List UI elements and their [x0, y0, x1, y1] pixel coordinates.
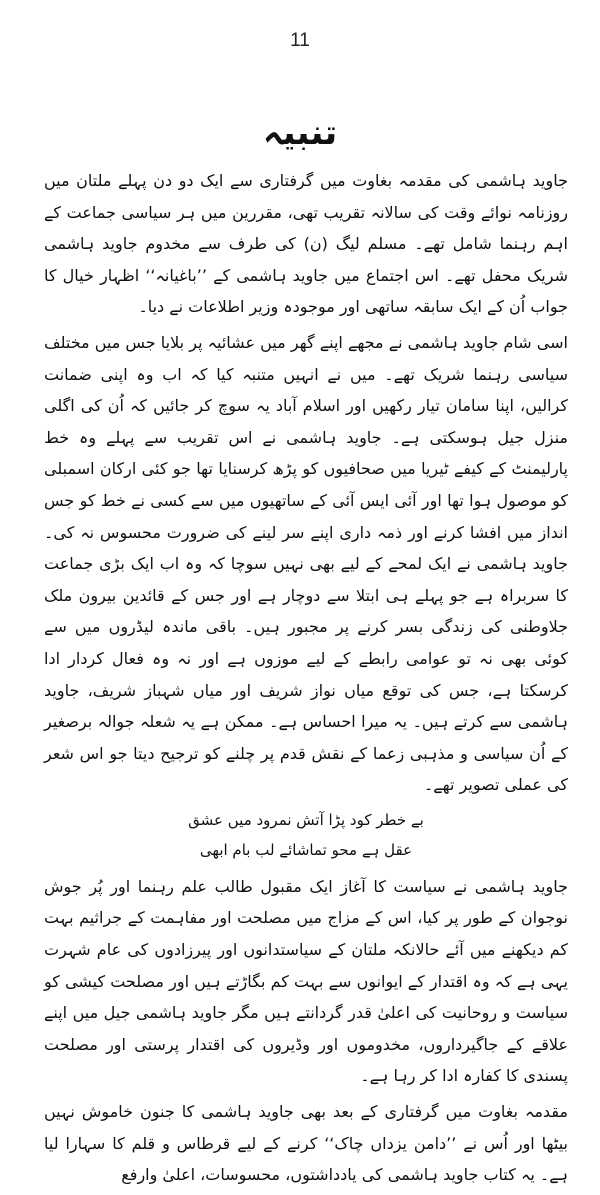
verse-line-2: عقل ہے محو تماشائے لب بام ابھی: [199, 840, 413, 859]
page-heading: تنبیہ: [262, 113, 338, 153]
verse-line-1: بے خطر کود پڑا آتش نمرود میں عشق: [188, 810, 424, 829]
paragraph-1: جاوید ہاشمی کی مقدمہ بغاوت میں گرفتاری سے ایک دو دن پہلے ملتان میں روزنامہ نوائے وقت کی سالانہ تقریب تھی، مقررین میں ہر سیاسی جماعت کے اہم رہنما شامل تھے۔ مسلم لیگ (ن) کی طرف سے مخدوم جاوید ہاشمی شریک محفل تھے۔ اس اجتماع میں جاوید ہاشمی کے ’’باغیانہ‘‘ اظہار خیال کا جواب اُن کے ایک سابقہ ساتھی اور موجودہ وزیر اطلاعات نے دیا۔: [44, 171, 568, 317]
body-text: [44, 165, 568, 1195]
page-number: 11: [290, 30, 310, 51]
paragraph-4: مقدمہ بغاوت میں گرفتاری کے بعد بھی جاوید ہاشمی کا جنون خاموش نہیں بیٹھا اور اُس نے ’’دامن یزداں چاک‘‘ کرنے کے لیے قرطاس و قلم کا سہارا لیا ہے۔ یہ کتاب جاوید ہاشمی کی یادداشتوں، محسوسات، اعلیٰ وارفع: [44, 1102, 568, 1185]
poetry-verse: [44, 805, 568, 865]
paragraph-3: جاوید ہاشمی نے سیاست کا آغاز ایک مقبول طالب علم رہنما اور پُر جوش نوجوان کے طور پر کیا، اس کے مزاج میں مصلحت اور مفاہمت کے جراثیم بہت کم دیکھنے میں آئے حالانکہ ملتان کے سیاستدانوں اور پیرزادوں کی عام شہرت یہی ہے کہ وہ اقتدار کے ایوانوں سے بہت کم بگاڑتے ہیں اور مصلحت کیشی کو سیاست و روحانیت کی اعلیٰ قدر گردانتے ہیں مگر جاوید ہاشمی جیل میں اپنے علاقے کے جاگیرداروں، مخدوموں اور وڈیروں کی اقتدار پرستی اور مصلحت پسندی کا کفارہ ادا کر رہا ہے۔: [44, 876, 568, 1086]
paragraph-2: اسی شام جاوید ہاشمی نے مجھے اپنے گھر میں عشائیہ پر بلایا جس میں مختلف سیاسی رہنما شریک تھے۔ میں نے انہیں متنبہ کیا کہ اب وہ اپنی ضمانت کرالیں، اپنا سامان تیار رکھیں اور اسلام آباد یہ سوچ کر جائیں کہ اُن کی اگلی منزل جیل ہوسکتی ہے۔ جاوید ہاشمی نے اس تقریب سے پہلے وہ خط پارلیمنٹ کے کیفے ٹیریا میں صحافیوں کو پڑھ کرسنایا تھا جو کئی ارکان اسمبلی کو موصول ہوا تھا اور آئی ایس آئی کے ساتھیوں میں سے کسی نے خط کو جس انداز میں افشا کرنے اور ذمہ داری اپنے سر لینے کی ضرورت محسوس نہ کی۔ جاوید ہاشمی نے ایک لمحے کے لیے بھی نہیں سوچا کہ وہ اب ایک بڑی جماعت کا سربراہ ہے جو پہلے ہی ابتلا سے دوچار ہے اور جس کے قائدین بیرون ملک جلاوطنی کی زندگی بسر کرنے پر مجبور ہیں۔ باقی ماندہ لیڈروں میں سے کوئی بھی نہ تو عوامی رابطے کے لیے موزوں ہے اور نہ وہ فعال کردار ادا کرسکتا ہے، جس کی توقع میاں نواز شریف اور میاں شہباز شریف، جاوید ہاشمی سے کرتے ہیں۔ یہ میرا احساس ہے۔ ممکن ہے یہ شعلہ جوالہ برصغیر کے اُن سیاسی و مذہبی زعما کے نقش قدم پر چلنے کو ترجیح دیتا جو اس شعر کی عملی تصویر تھے۔: [44, 332, 568, 795]
